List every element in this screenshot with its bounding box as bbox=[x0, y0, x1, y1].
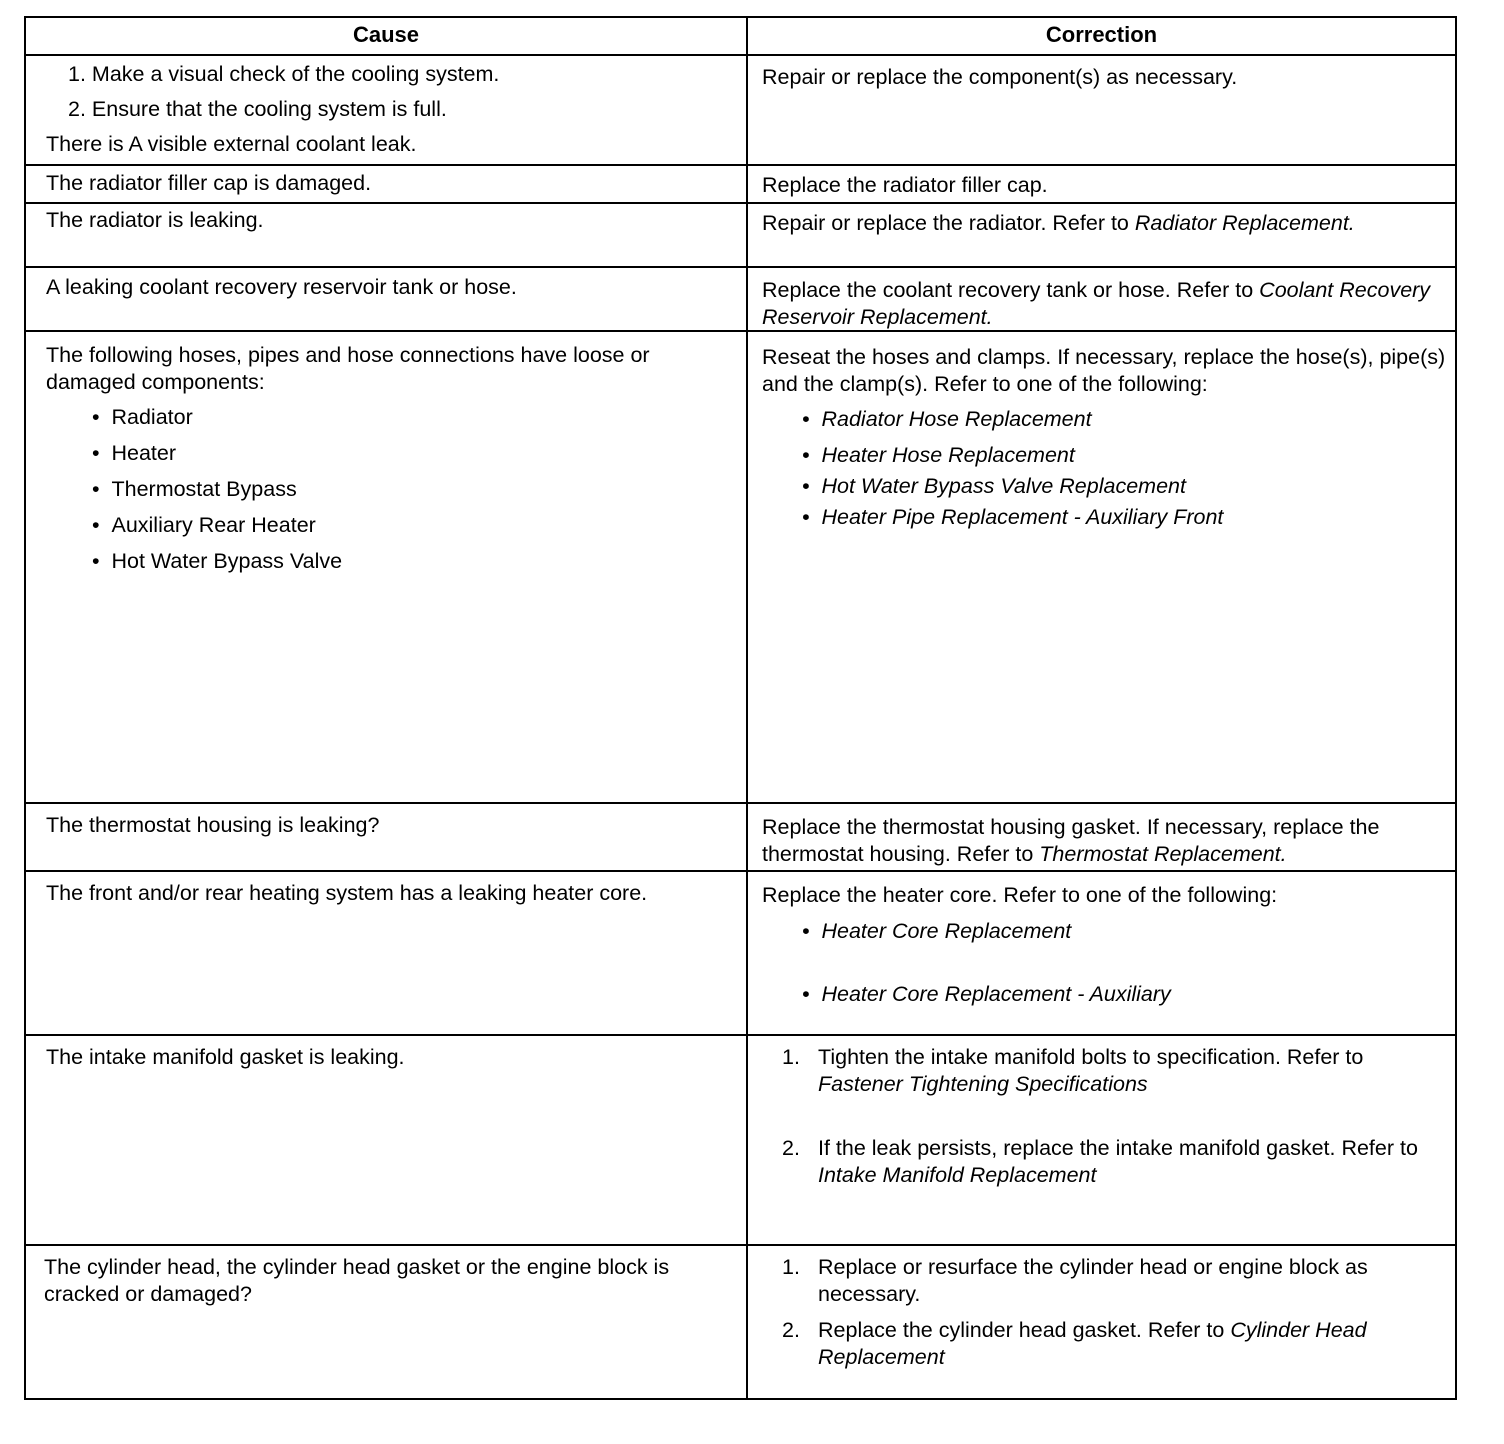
table-row bbox=[24, 802, 1457, 872]
list-item: • Heater Core Replacement bbox=[802, 919, 1072, 943]
correction-cell bbox=[748, 1246, 1455, 1398]
list-item: • Radiator Hose Replacement bbox=[802, 407, 1092, 431]
list-item: • Heater Hose Replacement bbox=[802, 443, 1075, 467]
header-correction: Correction bbox=[1045, 22, 1158, 47]
doc-reference: Radiator Replacement. bbox=[1134, 211, 1355, 235]
list-item: • Auxiliary Rear Heater bbox=[92, 513, 316, 537]
table-header-row bbox=[24, 16, 1457, 56]
cause-cell bbox=[26, 804, 748, 870]
cause-text: The radiator is leaking. bbox=[46, 208, 264, 232]
doc-reference: Thermostat Replacement. bbox=[1039, 842, 1287, 866]
correction-text: Repair or replace the component(s) as necessary. bbox=[762, 65, 1238, 89]
correction-text: Reseat the hoses and clamps. If necessary, replace the hose(s), pipe(s) and the clamp(s). Refer to one of the following: bbox=[762, 345, 1446, 396]
table-row bbox=[24, 54, 1457, 166]
list-item: • Thermostat Bypass bbox=[92, 477, 297, 501]
cause-cell bbox=[26, 166, 748, 202]
table-row bbox=[24, 870, 1457, 1036]
doc-reference: Intake Manifold Replacement bbox=[818, 1163, 1097, 1187]
table-row bbox=[24, 266, 1457, 332]
correction-text: Replace the coolant recovery tank or hose. Refer to Coolant Recovery Reservoir Replacement. bbox=[762, 278, 1431, 329]
list-item: • Radiator bbox=[92, 405, 193, 429]
cause-step: 2. Ensure that the cooling system is full. bbox=[68, 97, 447, 121]
cause-text: The radiator filler cap is damaged. bbox=[46, 171, 372, 195]
list-item: • Heater bbox=[92, 441, 177, 465]
cause-cell bbox=[26, 204, 748, 266]
table-row bbox=[24, 1034, 1457, 1246]
header-cause: Cause bbox=[26, 18, 748, 54]
correction-text: Repair or replace the radiator. Refer to Radiator Replacement. bbox=[762, 211, 1355, 235]
correction-cell bbox=[748, 204, 1455, 266]
correction-step: 2. Replace the cylinder head gasket. Refer to Cylinder Head Replacement bbox=[782, 1318, 1367, 1369]
cause-step: 1. Make a visual check of the cooling system. bbox=[68, 62, 500, 86]
list-item: • Heater Pipe Replacement - Auxiliary Front bbox=[802, 505, 1224, 529]
cause-cell bbox=[26, 56, 748, 164]
correction-text: Replace the radiator filler cap. bbox=[762, 173, 1048, 197]
cause-cell bbox=[26, 332, 748, 802]
correction-cell bbox=[748, 268, 1455, 330]
correction-cell bbox=[748, 1036, 1455, 1244]
correction-cell bbox=[748, 56, 1455, 164]
cause-text: The thermostat housing is leaking? bbox=[46, 813, 380, 837]
table-row bbox=[24, 202, 1457, 268]
cause-text: The following hoses, pipes and hose connections have loose or damaged components: bbox=[46, 343, 650, 394]
doc-reference: Coolant Recovery Reservoir Replacement. bbox=[762, 278, 1431, 329]
table-row bbox=[24, 1244, 1457, 1400]
cause-text: A leaking coolant recovery reservoir tank or hose. bbox=[46, 275, 517, 299]
cause-cell bbox=[26, 1036, 748, 1244]
list-item: • Hot Water Bypass Valve Replacement bbox=[802, 474, 1186, 498]
correction-step: 1. Replace or resurface the cylinder head or engine block as necessary. bbox=[782, 1255, 1368, 1306]
cause-text: The cylinder head, the cylinder head gasket or the engine block is cracked or damaged? bbox=[44, 1255, 670, 1306]
correction-cell bbox=[748, 166, 1455, 202]
table-row bbox=[24, 164, 1457, 204]
cause-cell bbox=[26, 1246, 748, 1398]
cause-text: The front and/or rear heating system has a leaking heater core. bbox=[46, 881, 648, 905]
cause-cell bbox=[26, 872, 748, 1034]
correction-step: 2. If the leak persists, replace the intake manifold gasket. Refer to Intake Manifold Replacement bbox=[782, 1136, 1418, 1187]
table-row bbox=[24, 330, 1457, 804]
correction-text: Replace the thermostat housing gasket. If necessary, replace the thermostat housing. Refer to Thermostat Replacement. bbox=[762, 815, 1380, 866]
correction-step: 1. Tighten the intake manifold bolts to specification. Refer to Fastener Tightening Specifications bbox=[782, 1045, 1364, 1096]
cause-text: The intake manifold gasket is leaking. bbox=[46, 1045, 405, 1069]
correction-cell bbox=[748, 872, 1455, 1034]
correction-text: Replace the heater core. Refer to one of the following: bbox=[762, 883, 1278, 907]
correction-cell bbox=[748, 804, 1455, 870]
correction-cell bbox=[748, 332, 1455, 802]
doc-reference: Cylinder Head Replacement bbox=[818, 1318, 1367, 1369]
troubleshooting-table bbox=[24, 16, 1457, 1400]
list-item: • Hot Water Bypass Valve bbox=[92, 549, 343, 573]
cause-cell bbox=[26, 268, 748, 330]
cause-result: There is A visible external coolant leak. bbox=[46, 132, 417, 156]
list-item: • Heater Core Replacement - Auxiliary bbox=[802, 982, 1171, 1006]
doc-reference: Fastener Tightening Specifications bbox=[818, 1072, 1148, 1096]
